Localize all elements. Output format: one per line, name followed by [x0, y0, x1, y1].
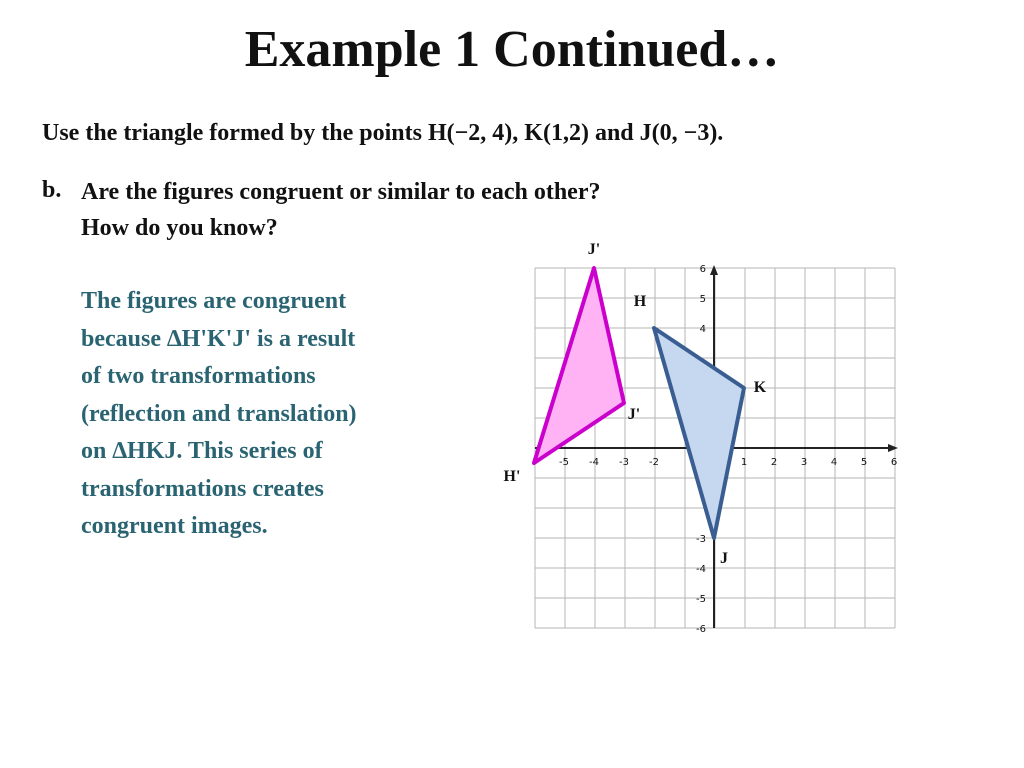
- answer-line: (reflection and translation): [81, 400, 357, 427]
- question-line: How do you know?: [81, 215, 278, 241]
- point-label: J': [587, 241, 601, 258]
- triangle-image-hkj-prime: [534, 268, 624, 463]
- x-tick-label: -2: [649, 457, 659, 468]
- x-tick-label: 6: [890, 457, 898, 468]
- y-tick-label: 5: [699, 294, 706, 305]
- x-tick-label: 1: [740, 457, 748, 468]
- y-tick-label: 4: [699, 324, 706, 335]
- point-label: H: [633, 293, 647, 310]
- x-tick-label: -4: [589, 457, 599, 468]
- y-tick-label: -5: [696, 594, 706, 605]
- answer-line: transformations creates: [81, 475, 324, 502]
- x-tick-label: 5: [860, 457, 868, 468]
- point-label: J: [720, 550, 728, 567]
- slide-title: Example 1 Continued…: [244, 21, 780, 78]
- answer-line: because ∆H'K'J' is a result: [81, 325, 356, 352]
- answer-line: of two transformations: [81, 363, 316, 389]
- y-tick-label: 6: [699, 264, 706, 275]
- x-tick-label: -5: [559, 457, 569, 468]
- x-tick-label: -3: [619, 457, 629, 468]
- point-label: J': [627, 406, 641, 423]
- answer-line: on ∆HKJ. This series of: [81, 438, 323, 464]
- x-tick-label: 2: [770, 457, 778, 468]
- question-marker: b.: [42, 177, 62, 203]
- x-tick-label: 3: [800, 457, 808, 468]
- y-tick-label: -6: [696, 624, 706, 635]
- y-tick-label: -3: [696, 534, 706, 545]
- point-label: K: [753, 379, 767, 396]
- problem-statement: Use the triangle formed by the points H(−2, 4), K(1,2) and J(0, −3).: [42, 120, 724, 146]
- triangle-hkj: [654, 328, 744, 538]
- answer-line: congruent images.: [81, 513, 268, 539]
- answer-line: The figures are congruent: [81, 288, 347, 314]
- point-label: H': [503, 468, 521, 485]
- x-tick-label: 4: [830, 457, 838, 468]
- y-tick-label: -4: [696, 564, 706, 575]
- question-line: Are the figures congruent or similar to each other?: [81, 179, 601, 205]
